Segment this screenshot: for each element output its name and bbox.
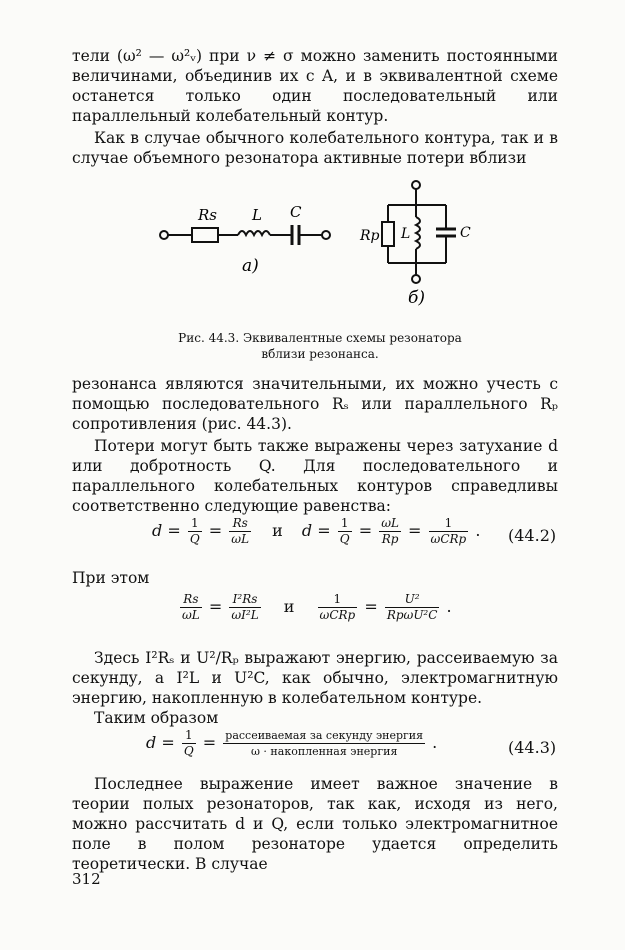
eq1-eq: = [167, 521, 181, 540]
eq1-frac-3 [338, 516, 352, 547]
equation-44-2 [152, 516, 480, 547]
eq1-eq-3: = [317, 521, 331, 540]
eq2-dot: . [446, 597, 452, 616]
eq1-frac-5-den: ωCRp [430, 532, 467, 546]
eq3-frac-2 [223, 728, 425, 759]
eq1-eq-5: = [408, 521, 422, 540]
caption-line-1: Рис. 44.3. Эквивалентные схемы резонатора [178, 331, 462, 345]
eq2-frac-4 [385, 592, 440, 623]
eq2-frac-3-num: 1 [318, 592, 358, 608]
eq2-frac-4-num: U² [385, 592, 440, 608]
circuit-figure [150, 175, 490, 315]
eq1-d2: d [301, 521, 313, 540]
eq3-frac-2-num: рассеиваемая за секунду энергия [225, 729, 424, 742]
figure-caption [150, 330, 490, 362]
caption-line-2: вблизи резонанса. [261, 347, 379, 361]
eq1-frac-1-num: 1 [188, 516, 202, 532]
paragraph-3: резонанса являются значительными, их можно учесть с помощью последовательного Rₛ или параллельного Rₚ сопротивления (рис. 44.3). [72, 375, 558, 433]
eq3-frac-1 [182, 728, 196, 759]
eq2-frac-1 [180, 592, 202, 623]
eq1-frac-1 [188, 516, 202, 547]
paragraph-7: Таким образом [94, 709, 219, 727]
eq1-frac-4 [379, 516, 401, 547]
eq1-and: и [272, 521, 283, 540]
equation-energy-ratio [178, 592, 452, 623]
eq3-frac-1-den: Q [183, 744, 194, 758]
eq1-frac-3-num: 1 [338, 516, 352, 532]
eq2-eq: = [208, 597, 223, 616]
eq1-frac-2-den: ωL [231, 532, 250, 546]
eq1-frac-4-den: Rp [381, 532, 399, 546]
label-Rs: Rs [198, 206, 217, 224]
eq1-frac-3-den: Q [339, 532, 350, 546]
eq1-eq-2: = [208, 521, 223, 540]
parallel-circuit [382, 181, 456, 283]
eq2-frac-2-num: I²Rs [229, 592, 260, 608]
eq1-frac-5 [429, 516, 469, 547]
paragraph-8: Последнее выражение имеет важное значение в теории полых резонаторов, так как, исходя из него, можно рассчитать d и Q, если только электромагнитное поле в полом резонаторе удается определить теоретически. В случае [72, 775, 558, 873]
label-L-b: L [401, 226, 411, 242]
eq1-frac-4-num: ωL [381, 516, 399, 530]
eq3-frac-2-den: ω · накопленная энергия [250, 745, 398, 758]
paragraph-2: Как в случае обычного колебательного контура, так и в случае объемного резонатора активные потери вблизи [72, 129, 558, 167]
equation-number-44-2: (44.2) [508, 526, 557, 545]
label-C-b: C [460, 225, 471, 241]
eq1-dot: . [475, 521, 481, 540]
eq2-frac-4-den: RpωU²C [386, 608, 438, 622]
paragraph-4: Потери могут быть также выражены через затухание d или добротность Q. Для последовательного и параллельного колебательных контуров справедливы соответственно следующие равенства: [72, 437, 558, 515]
label-L-a: L [252, 206, 262, 224]
eq2-frac-1-den: ωL [182, 608, 200, 622]
eq2-frac-3 [318, 592, 358, 623]
eq3-eq-2: = [202, 733, 217, 752]
label-Rp: Rp [360, 228, 380, 244]
eq2-frac-2-den: ωI²L [231, 608, 259, 622]
equation-44-3 [146, 728, 437, 759]
eq3-eq: = [161, 733, 175, 752]
series-circuit [160, 225, 330, 245]
page-number: 312 [72, 870, 101, 888]
eq3-dot: . [432, 733, 438, 752]
eq3-frac-1-num: 1 [182, 728, 196, 744]
eq1-frac-2 [229, 516, 251, 547]
eq2-frac-1-num: Rs [180, 592, 202, 608]
eq1-frac-1-den: Q [189, 532, 200, 546]
paragraph-6: Здесь I²Rₛ и U²/Rₚ выражают энергию, рассеиваемую за секунду, а I²L и U²C, как обычно, электромагнитную энергию, накопленную в колебательном контуре. [72, 649, 558, 707]
eq2-frac-3-den: ωCRp [319, 608, 356, 622]
label-a: а) [242, 256, 259, 276]
paragraph-1: тели (ω² — ω²ᵥ) при ν ≠ σ можно заменить постоянными величинами, объединив их с A, и в эквивалентной схеме останется только один последовательный или параллельный колебательный контур. [72, 47, 558, 125]
eq1-frac-5-num: 1 [429, 516, 469, 532]
eq2-frac-2 [229, 592, 260, 623]
label-b: б) [408, 288, 426, 308]
eq2-eq-2: = [364, 597, 378, 616]
label-C-a: C [290, 203, 302, 221]
eq1-eq-4: = [358, 521, 373, 540]
equation-number-44-3: (44.3) [508, 738, 557, 757]
paragraph-5: При этом [72, 569, 150, 587]
eq1-d: d [152, 521, 163, 540]
eq2-and: и [283, 597, 295, 616]
eq1-frac-2-num: Rs [229, 516, 251, 532]
eq3-d: d [146, 733, 157, 752]
